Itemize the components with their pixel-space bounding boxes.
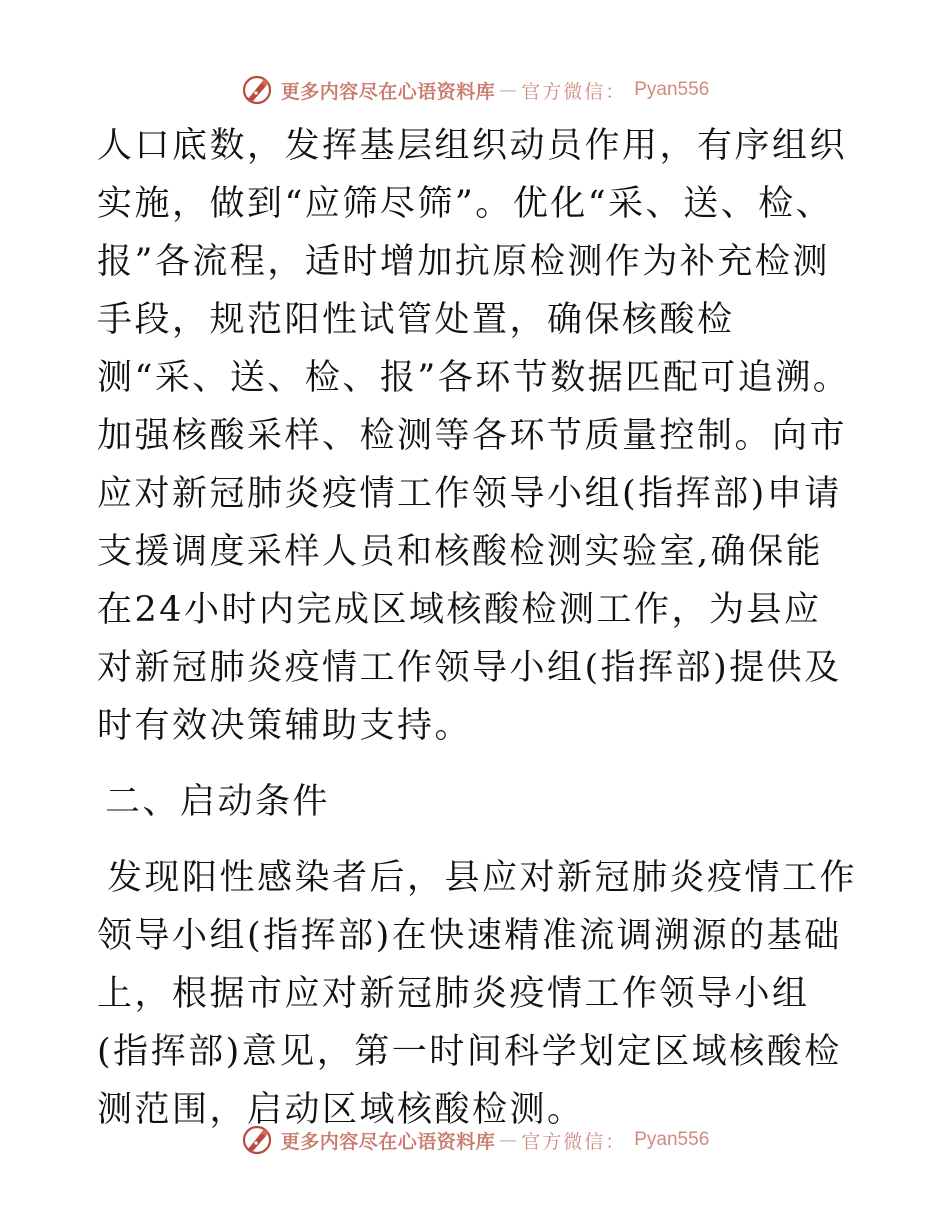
footer-banner[interactable] — [0, 1120, 950, 1160]
body-paragraph-2: 发现阳性感染者后，县应对新冠肺炎疫情工作领导小组(指挥部)在快速精准流调溯源的基础上，根据市应对新冠肺炎疫情工作领导小组(指挥部)意见，第一时间科学划定区域核酸检测范围，启动区域核酸检测。 — [97, 858, 858, 1130]
body-paragraph-1: 人口底数，发挥基层组织动员作用，有序组织实施，做到“应筛尽筛”。优化“采、送、检、报”各流程，适时增加抗原检测作为补充检测手段，规范阳性试管处置，确保核酸检测“采、送、检、报”各环节数据匹配可追溯。加强核酸采样、检测等各环节质量控制。向市应对新冠肺炎疫情工作领导小组(指挥部)申请支援调度采样人员和核酸检测实验室,确保能在24小时内完成区域核酸检测工作，为县应对新冠肺炎疫情工作领导小组(指挥部)提供及时有效决策辅助支持。 — [97, 126, 851, 746]
pen-nib-circle-icon — [241, 1124, 273, 1156]
banner-wechat-id: Pyan556 — [634, 79, 710, 100]
banner-separator: — — [499, 1129, 518, 1151]
banner-wechat-id: Pyan556 — [634, 1129, 710, 1150]
banner-separator: — — [499, 79, 518, 101]
pen-nib-circle-icon — [241, 74, 273, 106]
banner-wechat-label: 官方微信： — [521, 1130, 627, 1153]
banner-wechat-label: 官方微信： — [521, 80, 627, 103]
document-body — [97, 117, 857, 1139]
section-heading: 二、启动条件 — [105, 782, 331, 822]
banner-main-text: 更多内容尽在心语资料库 — [280, 80, 496, 103]
header-banner[interactable] — [0, 70, 950, 110]
banner-main-text: 更多内容尽在心语资料库 — [280, 1130, 496, 1153]
